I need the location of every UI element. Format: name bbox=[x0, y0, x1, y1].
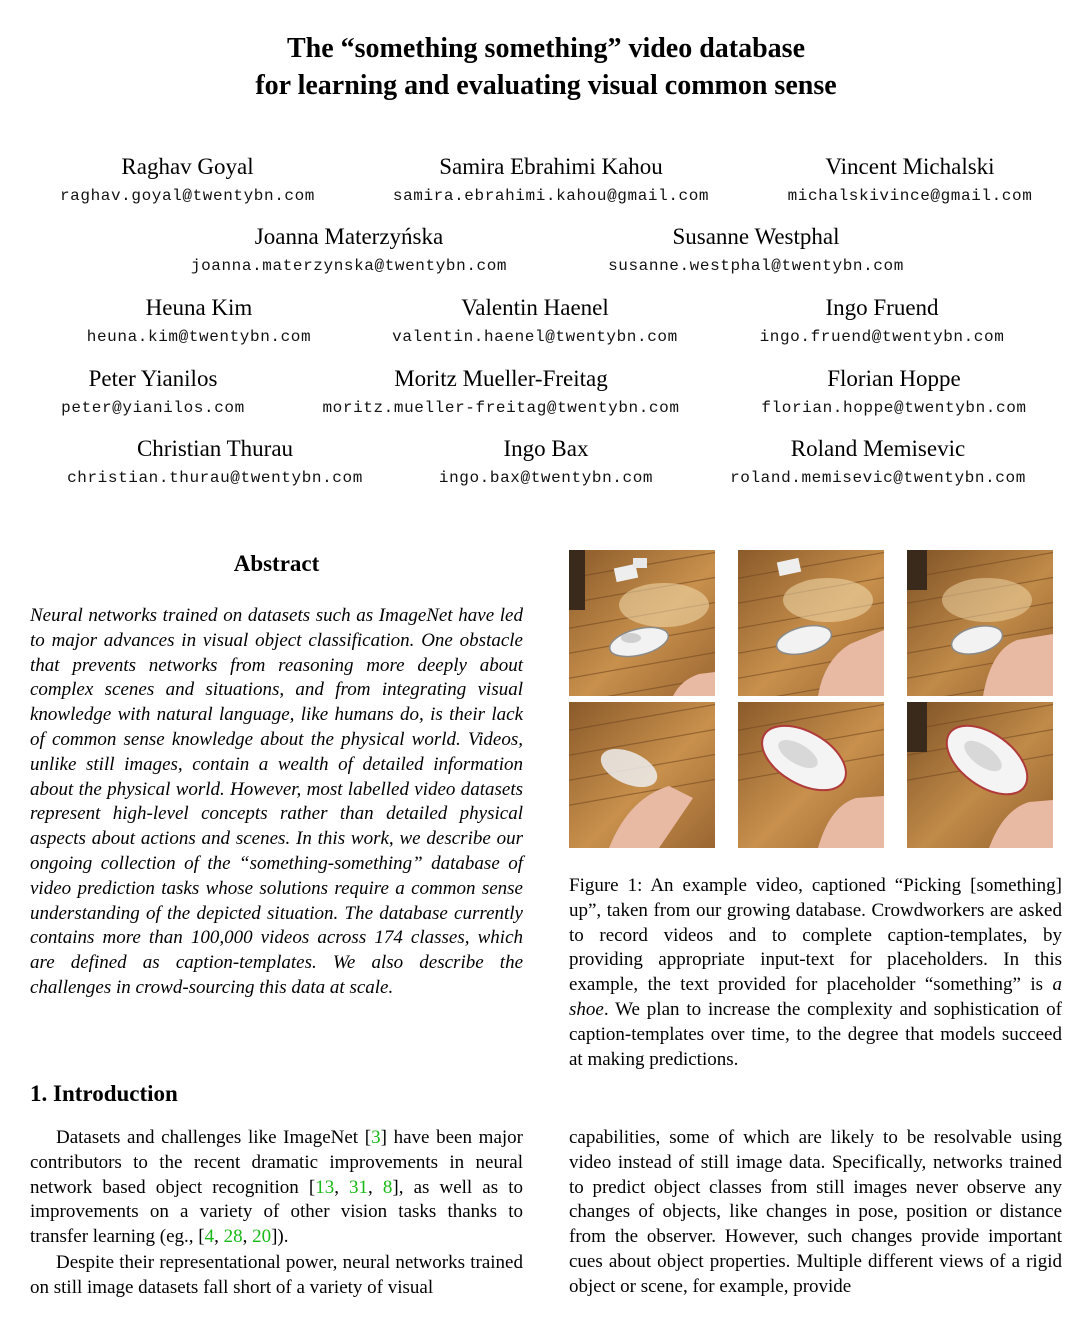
author-email[interactable]: ingo.fruend@twentybn.com bbox=[759, 328, 1005, 346]
author-name: Heuna Kim bbox=[145, 295, 253, 320]
author bbox=[370, 154, 732, 206]
intro-paragraph-1 bbox=[30, 1126, 523, 1250]
caption-text: Figure 1: An example video, captioned “Picking [something] up”, taken from our growing database. Crowdworkers are asked to record videos and to complete caption-templates, by providing appropriate input-text for placeholders. In this example, the text provided for placeholder “something” is bbox=[569, 875, 1062, 996]
figure-1-image-grid bbox=[569, 550, 1053, 848]
author bbox=[586, 224, 926, 276]
section-heading-introduction: 1. Introduction bbox=[30, 1081, 178, 1106]
caption-emphasis: a shoe bbox=[569, 974, 1062, 1020]
figure-1-caption bbox=[569, 874, 1062, 1072]
citation-link[interactable]: 8 bbox=[382, 1176, 393, 1198]
author-email[interactable]: samira.ebrahimi.kahou@gmail.com bbox=[392, 187, 710, 205]
author-name: Moritz Mueller-Freitag bbox=[394, 366, 608, 391]
citation-link[interactable]: 28 bbox=[223, 1226, 243, 1248]
author-email[interactable]: christian.thurau@twentybn.com bbox=[67, 469, 363, 487]
author bbox=[168, 224, 530, 276]
video-frame-5 bbox=[738, 702, 884, 848]
title-line-1: The “something something” video database bbox=[286, 33, 806, 64]
author-email[interactable]: valentin.haenel@twentybn.com bbox=[392, 328, 678, 346]
author-name: Christian Thurau bbox=[136, 436, 294, 461]
author-name: Peter Yianilos bbox=[88, 366, 218, 391]
author-name: Ingo Bax bbox=[503, 436, 589, 461]
separator: , bbox=[368, 1176, 383, 1198]
author-name: Ingo Fruend bbox=[825, 295, 939, 320]
intro-paragraph-2: Despite their representational power, neural networks trained on still image datasets fall short of a variety of visual bbox=[30, 1252, 523, 1298]
intro-paragraph-continued: capabilities, some of which are likely to be resolvable using video instead of still image data. Specifically, networks trained to predict object classes from still images never observe any changes of objects, like changes in pose, position or distance from the observer. However, such changes provide important cues about object properties. Multiple different views of a rigid object or scene, for example, provide bbox=[569, 1127, 1062, 1297]
video-frame-4 bbox=[569, 702, 715, 848]
abstract-text: Neural networks trained on datasets such as ImageNet have led to major advances in visual object classification. One obstacle that prevents networks from reasoning more deeply about complex scenes and situations, and from integrating visual knowledge with natural language, like humans do, is their lack of common sense knowledge about the physical world. Videos, unlike still images, contain a wealth of detailed information about the physical world. However, most labelled video datasets represent high-level concepts rather than detailed physical aspects about actions and scenes. In this work, we describe our ongoing collection of the “something-something” database of video prediction tasks whose solutions require a common sense understanding of the depicted situation. The database currently contains more than 100,000 videos across 174 classes, which are defined as caption-templates. We also describe the challenges in crowd-sourcing this data at scale. bbox=[30, 605, 523, 998]
citation-link[interactable]: 20 bbox=[252, 1226, 272, 1248]
video-frame-3 bbox=[907, 550, 1053, 696]
paper-title bbox=[0, 30, 1092, 104]
author-email[interactable]: roland.memisevic@twentybn.com bbox=[730, 469, 1026, 487]
author-name: Florian Hoppe bbox=[827, 366, 961, 391]
separator: , bbox=[334, 1176, 350, 1198]
video-frame-2 bbox=[738, 550, 884, 696]
author bbox=[42, 366, 264, 418]
author-name: Joanna Materzyńska bbox=[254, 224, 444, 249]
author-email[interactable]: moritz.mueller-freitag@twentybn.com bbox=[322, 399, 680, 417]
title-line-2: for learning and evaluating visual common sense bbox=[255, 70, 837, 101]
author-name: Roland Memisevic bbox=[790, 436, 966, 461]
caption-text-end: . We plan to increase the complexity and sophistication of caption-templates over time, to the degree that models succeed at making predictions. bbox=[569, 998, 1062, 1070]
author-name: Valentin Haenel bbox=[461, 295, 609, 320]
author bbox=[706, 436, 1050, 488]
author-email[interactable]: peter@yianilos.com bbox=[61, 399, 245, 417]
video-frame-1 bbox=[569, 550, 715, 696]
author-email[interactable]: joanna.materzynska@twentybn.com bbox=[190, 257, 508, 275]
abstract-heading: Abstract bbox=[233, 551, 320, 576]
author-name: Samira Ebrahimi Kahou bbox=[439, 154, 663, 179]
author-name: Susanne Westphal bbox=[672, 224, 840, 249]
citation-link[interactable]: 4 bbox=[204, 1226, 215, 1248]
author bbox=[60, 295, 338, 347]
text: ]). bbox=[271, 1226, 289, 1248]
separator: , bbox=[214, 1226, 224, 1248]
text: Datasets and challenges like ImageNet [ bbox=[56, 1127, 372, 1148]
author bbox=[740, 295, 1024, 347]
author-email[interactable]: heuna.kim@twentybn.com bbox=[86, 328, 312, 346]
author bbox=[764, 154, 1056, 206]
author-name: Raghav Goyal bbox=[121, 154, 254, 179]
author-email[interactable]: raghav.goyal@twentybn.com bbox=[59, 187, 316, 205]
author bbox=[420, 436, 672, 488]
author-email[interactable]: ingo.bax@twentybn.com bbox=[438, 469, 654, 487]
author bbox=[370, 295, 700, 347]
text: ] have been major contributors to the recent dramatic improvements in neural network based object recognition [ bbox=[30, 1127, 523, 1198]
author-email[interactable]: florian.hoppe@twentybn.com bbox=[761, 399, 1027, 417]
author bbox=[740, 366, 1048, 418]
separator: , bbox=[242, 1226, 253, 1248]
author-name: Vincent Michalski bbox=[825, 154, 995, 179]
citation-link[interactable]: 31 bbox=[349, 1176, 369, 1198]
author-email[interactable]: susanne.westphal@twentybn.com bbox=[608, 257, 904, 275]
author bbox=[296, 366, 706, 418]
citation-link[interactable]: 3 bbox=[371, 1127, 381, 1148]
citation-link[interactable]: 13 bbox=[315, 1176, 335, 1198]
text: ], as well as to improvements on a variety of other vision tasks thanks to transfer learning (eg., [ bbox=[30, 1176, 524, 1248]
author-email[interactable]: michalskivince@gmail.com bbox=[787, 187, 1033, 205]
author bbox=[40, 154, 335, 206]
author bbox=[44, 436, 386, 488]
video-frame-6 bbox=[907, 702, 1053, 848]
